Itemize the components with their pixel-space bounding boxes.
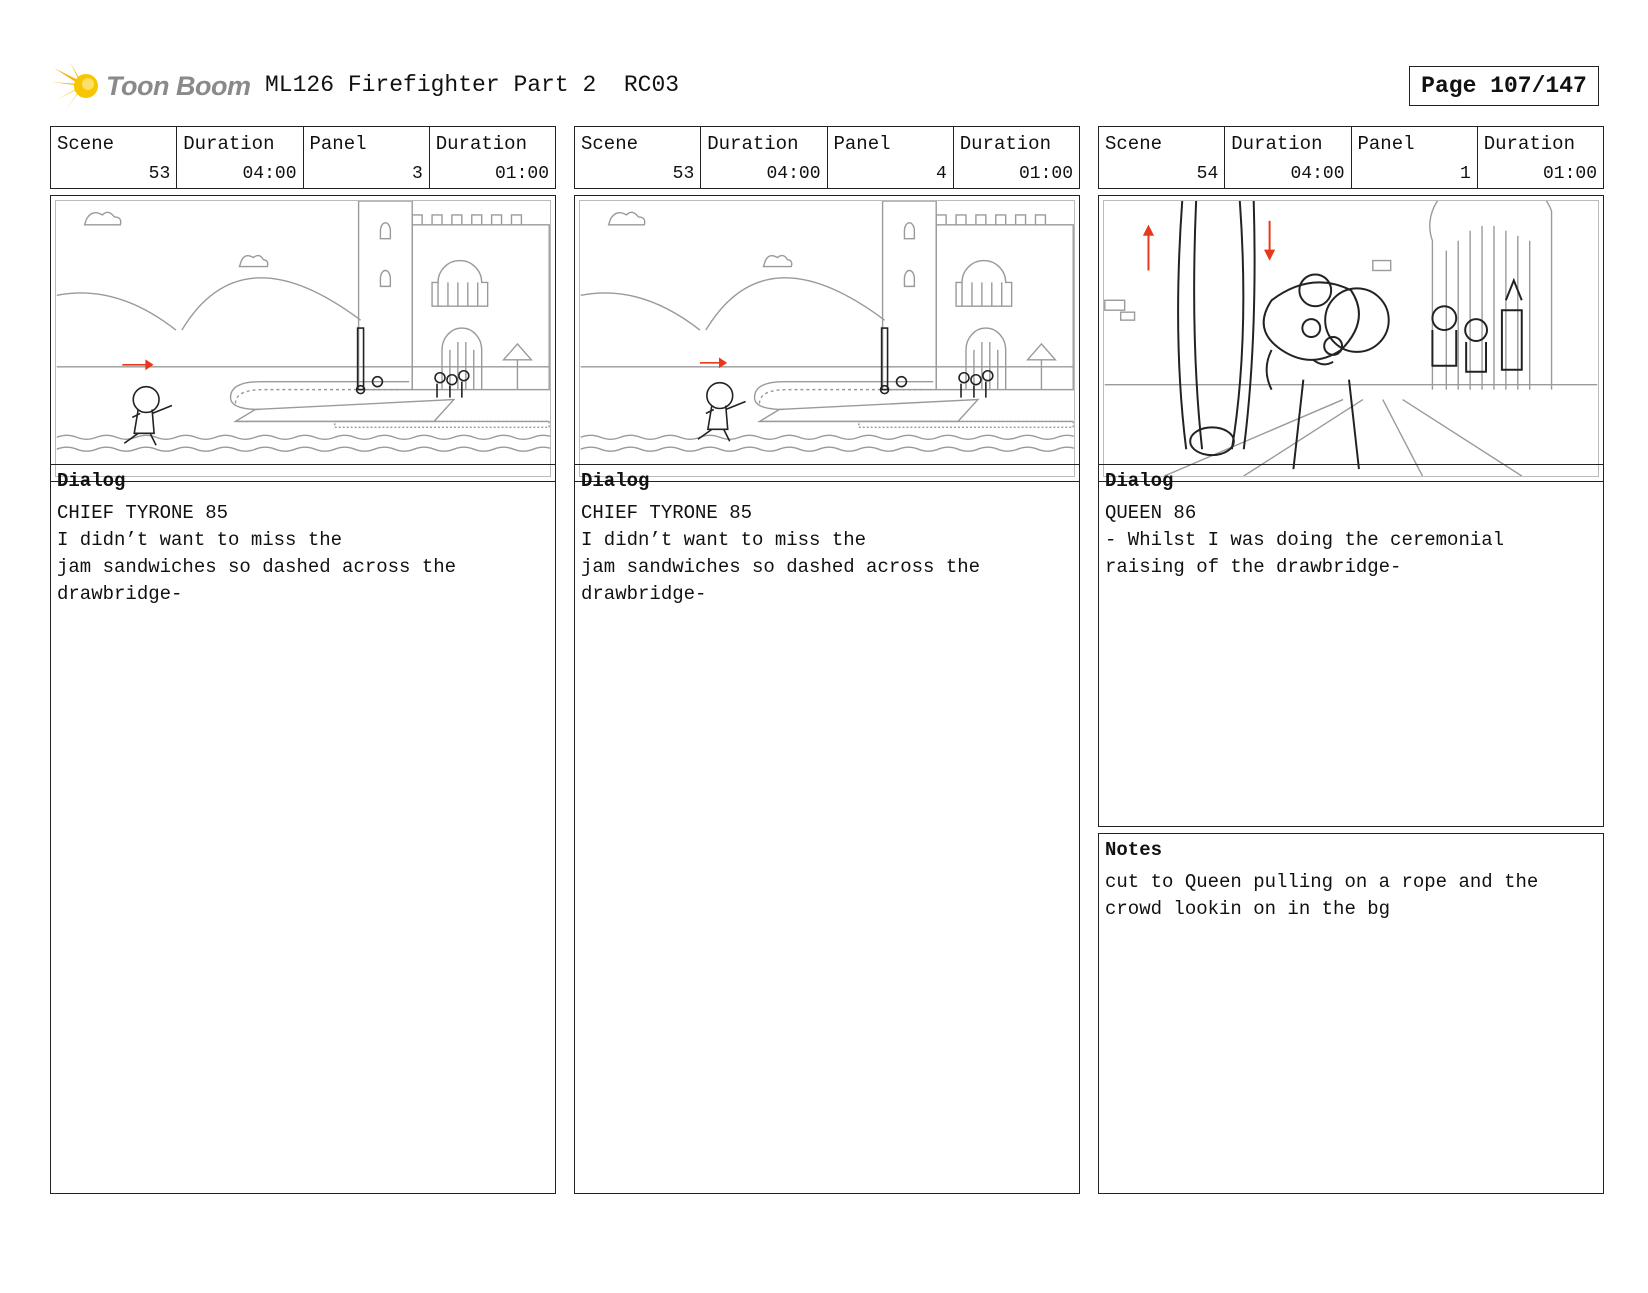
- scene-duration-cell: [1225, 127, 1351, 188]
- storyboard-frame: [50, 195, 556, 482]
- duration-label: Duration: [1483, 133, 1575, 155]
- panel-number: 4: [935, 164, 947, 184]
- castle-drawbridge-sketch: [580, 201, 1074, 476]
- notes-text: cut to Queen pulling on a rope and the crowd lookin on in the bg: [1105, 871, 1539, 920]
- panel-number: 3: [411, 164, 423, 184]
- panel-info-header: [50, 126, 556, 189]
- panel-duration: 01:00: [494, 164, 549, 184]
- scene-duration: 04:00: [766, 164, 821, 184]
- dialog-title: Dialog: [581, 470, 650, 492]
- panel-cell: [304, 127, 430, 188]
- dialog-title: Dialog: [1105, 470, 1174, 492]
- storyboard-frame: [574, 195, 1080, 482]
- dialog-text: CHIEF TYRONE 85 I didn’t want to miss the jam sandwiches so dashed across the drawbridge-: [581, 502, 981, 605]
- dialog-box: [574, 464, 1080, 1194]
- dialog-title: Dialog: [57, 470, 126, 492]
- panel-info-header: [1098, 126, 1604, 189]
- toon-boom-logo: [52, 58, 250, 114]
- dialog-text: CHIEF TYRONE 85 I didn’t want to miss the jam sandwiches so dashed across the drawbridge-: [57, 502, 457, 605]
- scene-number: 53: [148, 164, 171, 184]
- toon-boom-burst-icon: [52, 60, 104, 112]
- panel-number: 1: [1459, 164, 1471, 184]
- dialog-text: QUEEN 86 - Whilst I was doing the ceremonial raising of the drawbridge-: [1105, 502, 1505, 578]
- scene-cell: [575, 127, 701, 188]
- scene-label: Scene: [581, 133, 639, 155]
- panel-duration: 01:00: [1018, 164, 1073, 184]
- panel-duration-cell: [430, 127, 555, 188]
- notes-box: [1098, 833, 1604, 1194]
- panel-label: Panel: [1357, 133, 1415, 155]
- page-number: Page 107/147: [1409, 66, 1599, 106]
- scene-cell: [51, 127, 177, 188]
- panel-label: Panel: [833, 133, 891, 155]
- dialog-box: [1098, 464, 1604, 827]
- queen-rope-sketch: [1104, 201, 1598, 476]
- scene-label: Scene: [1105, 133, 1163, 155]
- panel-info-header: [574, 126, 1080, 189]
- scene-duration-cell: [177, 127, 303, 188]
- storyboard-frame: [1098, 195, 1604, 482]
- panel-duration-cell: [1478, 127, 1603, 188]
- duration-label: Duration: [959, 133, 1051, 155]
- duration-label: Duration: [435, 133, 527, 155]
- panel-cell: [828, 127, 954, 188]
- document-title: ML126 Firefighter Part 2 RC03: [265, 72, 680, 98]
- scene-duration: 04:00: [242, 164, 297, 184]
- panel-cell: [1352, 127, 1478, 188]
- scene-duration-cell: [701, 127, 827, 188]
- castle-drawbridge-sketch: [56, 201, 550, 476]
- panel-duration: 01:00: [1542, 164, 1597, 184]
- duration-label: Duration: [707, 133, 799, 155]
- scene-duration: 04:00: [1290, 164, 1345, 184]
- scene-number: 54: [1196, 164, 1219, 184]
- notes-title: Notes: [1105, 839, 1163, 861]
- duration-label: Duration: [183, 133, 275, 155]
- scene-cell: [1099, 127, 1225, 188]
- panel-duration-cell: [954, 127, 1079, 188]
- scene-number: 53: [672, 164, 695, 184]
- panel-label: Panel: [309, 133, 367, 155]
- brand-name: Toon Boom: [106, 70, 251, 101]
- scene-label: Scene: [57, 133, 115, 155]
- duration-label: Duration: [1231, 133, 1323, 155]
- dialog-box: [50, 464, 556, 1194]
